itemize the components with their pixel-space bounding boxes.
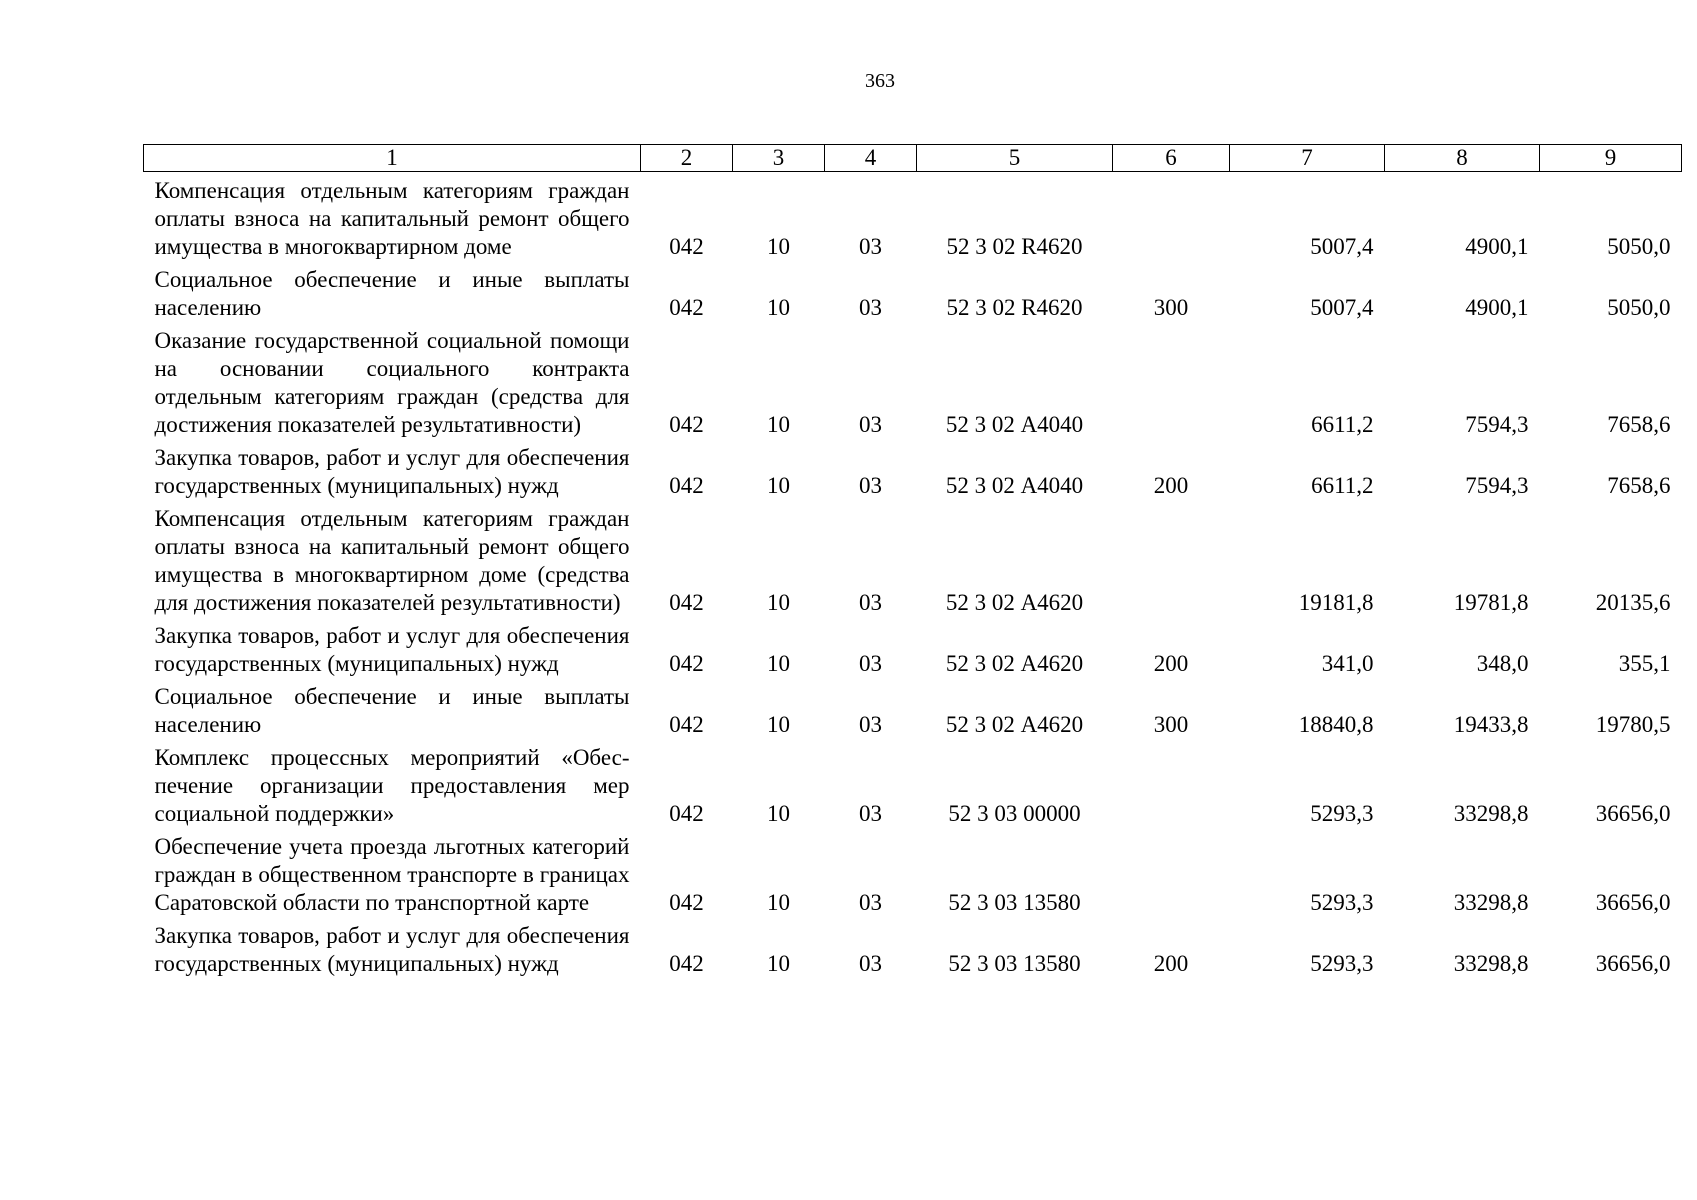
table-row — [144, 500, 1682, 617]
amount-col9-cell: 36656,0 — [1595, 890, 1671, 915]
subsection-code-cell: 03 — [859, 473, 882, 498]
amount-col7-cell: 5007,4 — [1310, 295, 1374, 320]
amount-col9-cell: 355,1 — [1618, 651, 1671, 676]
amount-col8-cell: 33298,8 — [1453, 951, 1529, 976]
ministry-code-cell: 042 — [669, 801, 704, 826]
expense-name-cell: Закупка товаров, работ и услуг для обеспечения государственных (муниципальных) нужд — [154, 445, 630, 498]
expense-name-cell: Социальное обеспечение и иные выплаты населению — [154, 684, 630, 737]
amount-col7-cell: 5007,4 — [1310, 234, 1374, 259]
target-article-cell: 52 3 02 А4620 — [945, 651, 1084, 676]
table-header-row — [144, 145, 1682, 172]
table-row — [144, 678, 1682, 739]
amount-col8-cell: 33298,8 — [1453, 890, 1529, 915]
section-code-cell: 10 — [767, 890, 790, 915]
column-header: 1 — [144, 145, 641, 172]
target-article-cell: 52 3 02 R4620 — [946, 295, 1083, 320]
amount-col9-cell: 36656,0 — [1595, 801, 1671, 826]
amount-col9-cell: 20135,6 — [1595, 590, 1671, 615]
expense-name-cell: Закупка товаров, работ и услуг для обеспечения государственных (муниципальных) нужд — [154, 923, 630, 976]
amount-col7-cell: 5293,3 — [1310, 890, 1374, 915]
expense-type-cell — [1113, 322, 1230, 439]
amount-col9-cell: 7658,6 — [1607, 473, 1671, 498]
subsection-code-cell: 03 — [859, 295, 882, 320]
amount-col7-cell: 18840,8 — [1298, 712, 1374, 737]
expense-type-cell: 200 — [1153, 951, 1189, 976]
amount-col9-cell: 5050,0 — [1607, 295, 1671, 320]
amount-col8-cell: 4900,1 — [1465, 234, 1529, 259]
subsection-code-cell: 03 — [859, 412, 882, 437]
column-header: 2 — [641, 145, 733, 172]
amount-col8-cell: 33298,8 — [1453, 801, 1529, 826]
ministry-code-cell: 042 — [669, 590, 704, 615]
target-article-cell: 52 3 03 00000 — [948, 801, 1081, 826]
expense-type-cell: 200 — [1153, 651, 1189, 676]
amount-col8-cell: 19781,8 — [1453, 590, 1529, 615]
ministry-code-cell: 042 — [669, 234, 704, 259]
section-code-cell: 10 — [767, 234, 790, 259]
target-article-cell: 52 3 02 А4040 — [945, 473, 1084, 498]
expense-type-cell — [1113, 500, 1230, 617]
section-code-cell: 10 — [767, 712, 790, 737]
expense-name-cell: Комплекс процессных мероприятий «Обеспечение организации предоставления мер социальной поддержки» — [154, 745, 630, 826]
expense-name-cell: Закупка товаров, работ и услуг для обеспечения государственных (муниципальных) нужд — [154, 623, 630, 676]
section-code-cell: 10 — [767, 295, 790, 320]
subsection-code-cell: 03 — [859, 890, 882, 915]
amount-col8-cell: 7594,3 — [1465, 473, 1529, 498]
amount-col8-cell: 19433,8 — [1453, 712, 1529, 737]
amount-col9-cell: 36656,0 — [1595, 951, 1671, 976]
ministry-code-cell: 042 — [669, 295, 704, 320]
amount-col9-cell: 7658,6 — [1607, 412, 1671, 437]
amount-col8-cell: 348,0 — [1476, 651, 1529, 676]
subsection-code-cell: 03 — [859, 951, 882, 976]
ministry-code-cell: 042 — [669, 890, 704, 915]
target-article-cell: 52 3 02 R4620 — [946, 234, 1083, 259]
amount-col7-cell: 6611,2 — [1311, 473, 1374, 498]
ministry-code-cell: 042 — [669, 473, 704, 498]
amount-col8-cell: 7594,3 — [1465, 412, 1529, 437]
amount-col9-cell: 19780,5 — [1595, 712, 1671, 737]
ministry-code-cell: 042 — [669, 651, 704, 676]
expense-name-cell: Обеспечение учета проезда льготных категорий граждан в общественном транспорте в границах Саратовской области по транспортной карте — [154, 834, 630, 915]
table-row — [144, 617, 1682, 678]
subsection-code-cell: 03 — [859, 801, 882, 826]
section-code-cell: 10 — [767, 651, 790, 676]
table-row — [144, 172, 1682, 262]
column-header: 6 — [1113, 145, 1230, 172]
table-row — [144, 322, 1682, 439]
ministry-code-cell: 042 — [669, 712, 704, 737]
subsection-code-cell: 03 — [859, 712, 882, 737]
ministry-code-cell: 042 — [669, 412, 704, 437]
section-code-cell: 10 — [767, 801, 790, 826]
target-article-cell: 52 3 02 А4040 — [945, 412, 1084, 437]
column-header: 4 — [825, 145, 917, 172]
expense-type-cell: 200 — [1153, 473, 1189, 498]
subsection-code-cell: 03 — [859, 590, 882, 615]
target-article-cell: 52 3 02 А4620 — [945, 712, 1084, 737]
amount-col7-cell: 19181,8 — [1298, 590, 1374, 615]
section-code-cell: 10 — [767, 951, 790, 976]
expense-name-cell: Компенсация отдельным категориям граждан оплаты взноса на капитальный ремонт общего имущества в многоквартирном доме — [154, 178, 630, 259]
target-article-cell: 52 3 03 13580 — [948, 890, 1081, 915]
column-header: 7 — [1230, 145, 1385, 172]
section-code-cell: 10 — [767, 473, 790, 498]
section-code-cell: 10 — [767, 412, 790, 437]
expense-name-cell: Социальное обеспечение и иные выплаты населению — [154, 267, 630, 320]
page-number: 363 — [865, 70, 895, 92]
column-header: 3 — [733, 145, 825, 172]
budget-table — [143, 144, 1682, 978]
amount-col7-cell: 341,0 — [1321, 651, 1374, 676]
ministry-code-cell: 042 — [669, 951, 704, 976]
subsection-code-cell: 03 — [859, 651, 882, 676]
expense-type-cell — [1113, 828, 1230, 917]
expense-type-cell: 300 — [1153, 712, 1189, 737]
table-row — [144, 828, 1682, 917]
table-row — [144, 739, 1682, 828]
amount-col7-cell: 6611,2 — [1311, 412, 1374, 437]
subsection-code-cell: 03 — [859, 234, 882, 259]
expense-type-cell — [1113, 172, 1230, 262]
amount-col7-cell: 5293,3 — [1310, 951, 1374, 976]
section-code-cell: 10 — [767, 590, 790, 615]
expense-name-cell: Компенсация отдельным категориям граждан оплаты взноса на капитальный ремонт общего имущества в многоквартирном доме (средства для достижения показателей результативности) — [154, 506, 630, 615]
expense-name-cell: Оказание государственной социальной помощи на основании социального контракта отдельным категориям граждан (средства для достижения показателей результативности) — [154, 328, 630, 437]
expense-type-cell: 300 — [1153, 295, 1189, 320]
column-header: 5 — [917, 145, 1113, 172]
amount-col9-cell: 5050,0 — [1607, 234, 1671, 259]
table-row — [144, 917, 1682, 978]
expense-type-cell — [1113, 739, 1230, 828]
table-row — [144, 261, 1682, 322]
column-header: 8 — [1385, 145, 1540, 172]
table-body — [144, 172, 1682, 979]
amount-col7-cell: 5293,3 — [1310, 801, 1374, 826]
target-article-cell: 52 3 03 13580 — [948, 951, 1081, 976]
amount-col8-cell: 4900,1 — [1465, 295, 1529, 320]
target-article-cell: 52 3 02 А4620 — [945, 590, 1084, 615]
column-header: 9 — [1540, 145, 1682, 172]
table-row — [144, 439, 1682, 500]
